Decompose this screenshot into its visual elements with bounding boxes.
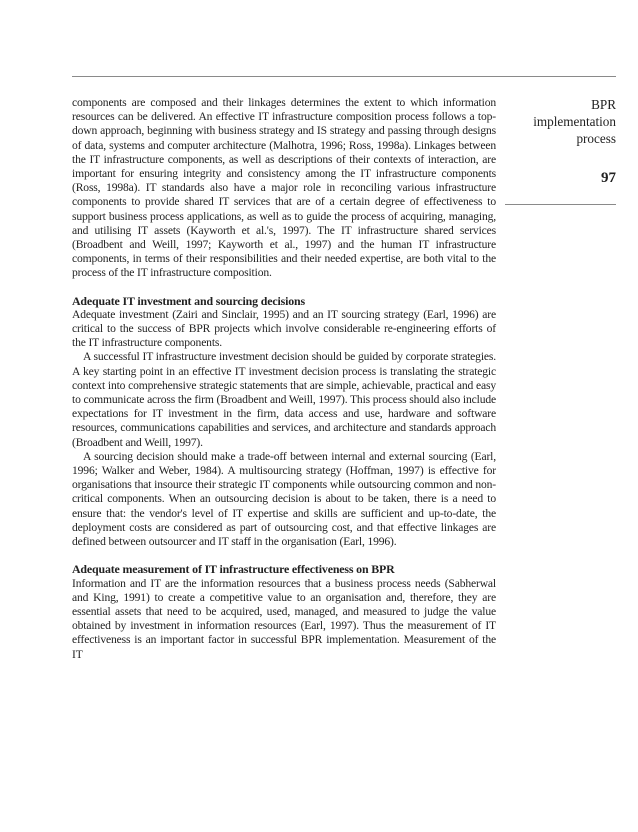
paragraph-4: A sourcing decision should make a trade-off between internal and external sourcing (Earl, 1996; Walker and Weber, 1984). A multisourcing strategy (Hoffman, 1997) is effective for organisations that insource their strategic IT components while outsourcing common and non-critical components. When an outsourcing decision is about to be taken, there is a need to ensure that: the vendor's level of IT expertise and skills are sufficient and up-to-date, the deployment costs are considered as part of outsourcing cost, and that effective linkages are defined between outsourcer and IT staff in the organisation (Earl, 1996). — [72, 449, 496, 549]
paragraph-2: Adequate investment (Zairi and Sinclair, 1995) and an IT sourcing strategy (Earl, 1996) are critical to the success of BPR projects which involve considerable re-engineering efforts of the IT infrastructure components. — [72, 307, 496, 350]
running-head-line-1: BPR — [591, 97, 616, 112]
side-rule — [505, 204, 616, 205]
page-number: 97 — [601, 169, 616, 186]
section-heading-investment: Adequate IT investment and sourcing decisions — [72, 293, 305, 308]
paragraph-3: A successful IT infrastructure investment decision should be guided by corporate strategies. A key starting point in an effective IT investment decision process is translating the strategic context into comprehensive strategic statements that are simple, achievable, practical and easy to communicate across the firm (Broadbent and Weill, 1997). This process should also include expectations for IT investment in the firm, data access and use, hardware and software resources, communications capabilities and services, and architecture and standards approach (Broadbent and Weill, 1997). — [72, 350, 496, 449]
section-heading-measurement: Adequate measurement of IT infrastructure effectiveness on BPR — [72, 562, 395, 577]
running-head-line-2: implementation — [533, 114, 616, 130]
running-head-line-3: process — [576, 131, 616, 147]
paragraph-1: components are composed and their linkages determines the extent to which information resources can be delivered. An effective IT infrastructure composition process follows a top-down approach, beginning with business strategy and IS strategy and passing through designs of data, systems and computer architecture (Malhotra, 1996; Ross, 1998a). Linkages between the IT infrastructure components, as well as descriptions of their contexts of interaction, are important for ensuring integrity and consistency among the IT infrastructure components (Ross, 1998a). IT standards also have a major role in reconciling various infrastructure components to provide shared IT services that are of a certain degree of effectiveness to support business process applications, as well as to guide the process of acquiring, managing, and utilising IT assets (Kayworth et al.'s, 1997). The IT infrastructure shared services (Broadbent and Weill, 1997; Kayworth et al., 1997) and the human IT infrastructure components, in terms of their responsibilities and their needed expertise, are both vital to the process of the IT infrastructure composition. — [72, 96, 496, 280]
running-head — [505, 96, 616, 187]
paragraph-5: Information and IT are the information resources that a business process needs (Sabherwal and King, 1991) to create a competitive value to an organisation and, therefore, they are essential assets that need to be acquired, used, managed, and measured to judge the value obtained by investment in information resources (Earl, 1997). Thus the measurement of IT effectiveness is an important factor in successful BPR implementation. Measurement of the IT — [72, 576, 496, 661]
section-gap — [72, 281, 496, 294]
main-text-column — [72, 96, 496, 662]
section-gap — [72, 549, 496, 562]
top-rule — [72, 76, 616, 77]
